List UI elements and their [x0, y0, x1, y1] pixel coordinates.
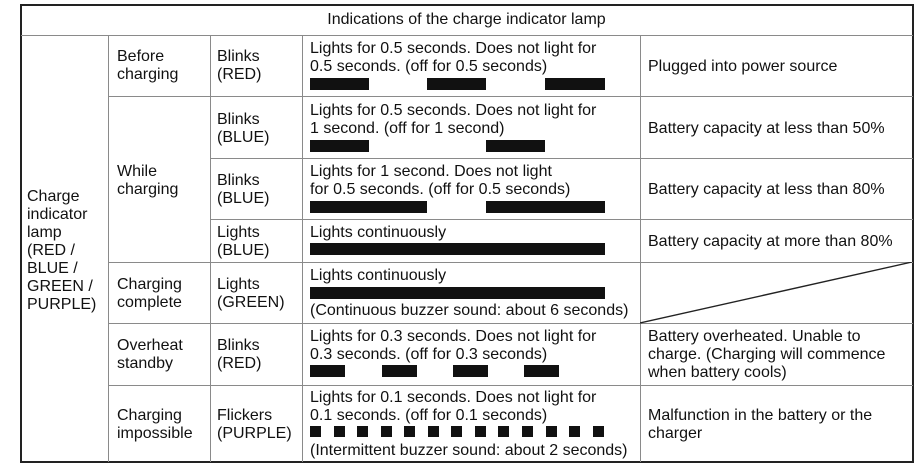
lamp-on-bar: [382, 365, 417, 377]
lamp-flicker-square: [569, 426, 580, 437]
lamp-flicker-square: [451, 426, 462, 437]
row-divider-6: [109, 385, 913, 386]
state-row-1: Blinks (RED): [217, 48, 262, 83]
state-row-6: Blinks (RED): [217, 337, 262, 372]
lamp-label: Charge indicator lamp (RED / BLUE / GREEN / PURPLE): [27, 188, 97, 313]
lamp-flicker-square: [428, 426, 439, 437]
row-divider-2: [211, 158, 913, 159]
lamp-flicker-square: [404, 426, 415, 437]
pattern-note-row-7: (Intermittent buzzer sound: about 2 seconds): [310, 442, 628, 459]
row-divider-1: [109, 96, 913, 97]
lamp-flicker-square: [593, 426, 604, 437]
lamp-on-bar: [310, 140, 369, 152]
pattern-note-row-5: (Continuous buzzer sound: about 6 seconds): [310, 302, 629, 319]
row-divider-3: [211, 219, 913, 220]
lamp-on-bar: [545, 78, 605, 90]
pattern-text-row-4: Lights continuously: [310, 224, 447, 241]
stage-before-charging: Before charging: [117, 48, 179, 83]
lamp-flicker-square: [357, 426, 368, 437]
lamp-flicker-square: [310, 426, 321, 437]
lamp-flicker-square: [546, 426, 557, 437]
state-row-5: Lights (GREEN): [217, 276, 285, 311]
column-divider-3: [302, 36, 303, 462]
state-row-2: Blinks (BLUE): [217, 111, 270, 146]
column-divider-1: [108, 36, 109, 462]
meaning-row-1: Plugged into power source: [648, 58, 838, 75]
pattern-text-row-2: Lights for 0.5 seconds. Does not light for 1 second. (off for 1 second): [310, 102, 597, 137]
meaning-row-2: Battery capacity at less than 50%: [648, 120, 885, 137]
lamp-flicker-square: [381, 426, 392, 437]
stage-overheat-standby: Overheat standby: [117, 337, 183, 372]
state-row-4: Lights (BLUE): [217, 224, 270, 259]
stage-charging-complete: Charging complete: [117, 276, 182, 311]
meaning-row-7: Malfunction in the battery or the charger: [648, 407, 873, 442]
lamp-on-bar: [524, 365, 559, 377]
table-border-right: [912, 4, 914, 463]
meaning-row-3: Battery capacity at less than 80%: [648, 181, 885, 198]
lamp-flicker-square: [522, 426, 533, 437]
lamp-on-bar: [427, 78, 486, 90]
column-divider-4: [640, 36, 641, 462]
table-border-top: [20, 4, 914, 6]
column-divider-2: [210, 36, 211, 462]
empty-cell-diagonal: [640, 262, 913, 324]
lamp-on-bar: [486, 201, 605, 213]
pattern-text-row-3: Lights for 1 second. Does not light for 0.5 seconds. (off for 0.5 seconds): [310, 163, 571, 198]
pattern-text-row-1: Lights for 0.5 seconds. Does not light for 0.5 seconds. (off for 0.5 seconds): [310, 40, 597, 75]
stage-charging-impossible: Charging impossible: [117, 407, 193, 442]
lamp-on-bar: [453, 365, 488, 377]
title-divider: [21, 35, 913, 36]
lamp-continuous-bar: [310, 243, 605, 255]
table-border-bottom: [20, 461, 914, 463]
lamp-on-bar: [310, 78, 369, 90]
meaning-row-4: Battery capacity at more than 80%: [648, 233, 893, 250]
meaning-row-6: Battery overheated. Unable to charge. (Charging will commence when battery cools): [648, 328, 886, 381]
lamp-on-bar: [310, 201, 427, 213]
table-title: Indications of the charge indicator lamp: [327, 11, 606, 28]
lamp-continuous-bar: [310, 287, 605, 299]
lamp-on-bar: [310, 365, 345, 377]
pattern-text-row-5: Lights continuously: [310, 267, 447, 284]
state-row-3: Blinks (BLUE): [217, 172, 270, 207]
table-border-left: [20, 4, 22, 463]
state-row-7: Flickers (PURPLE): [217, 407, 292, 442]
lamp-flicker-square: [498, 426, 509, 437]
pattern-text-row-6: Lights for 0.3 seconds. Does not light for 0.3 seconds. (off for 0.3 seconds): [310, 328, 597, 363]
stage-while-charging: While charging: [117, 163, 179, 198]
lamp-flicker-square: [334, 426, 345, 437]
lamp-flicker-square: [475, 426, 486, 437]
pattern-text-row-7: Lights for 0.1 seconds. Does not light for 0.1 seconds. (off for 0.1 seconds): [310, 389, 597, 424]
lamp-on-bar: [486, 140, 545, 152]
